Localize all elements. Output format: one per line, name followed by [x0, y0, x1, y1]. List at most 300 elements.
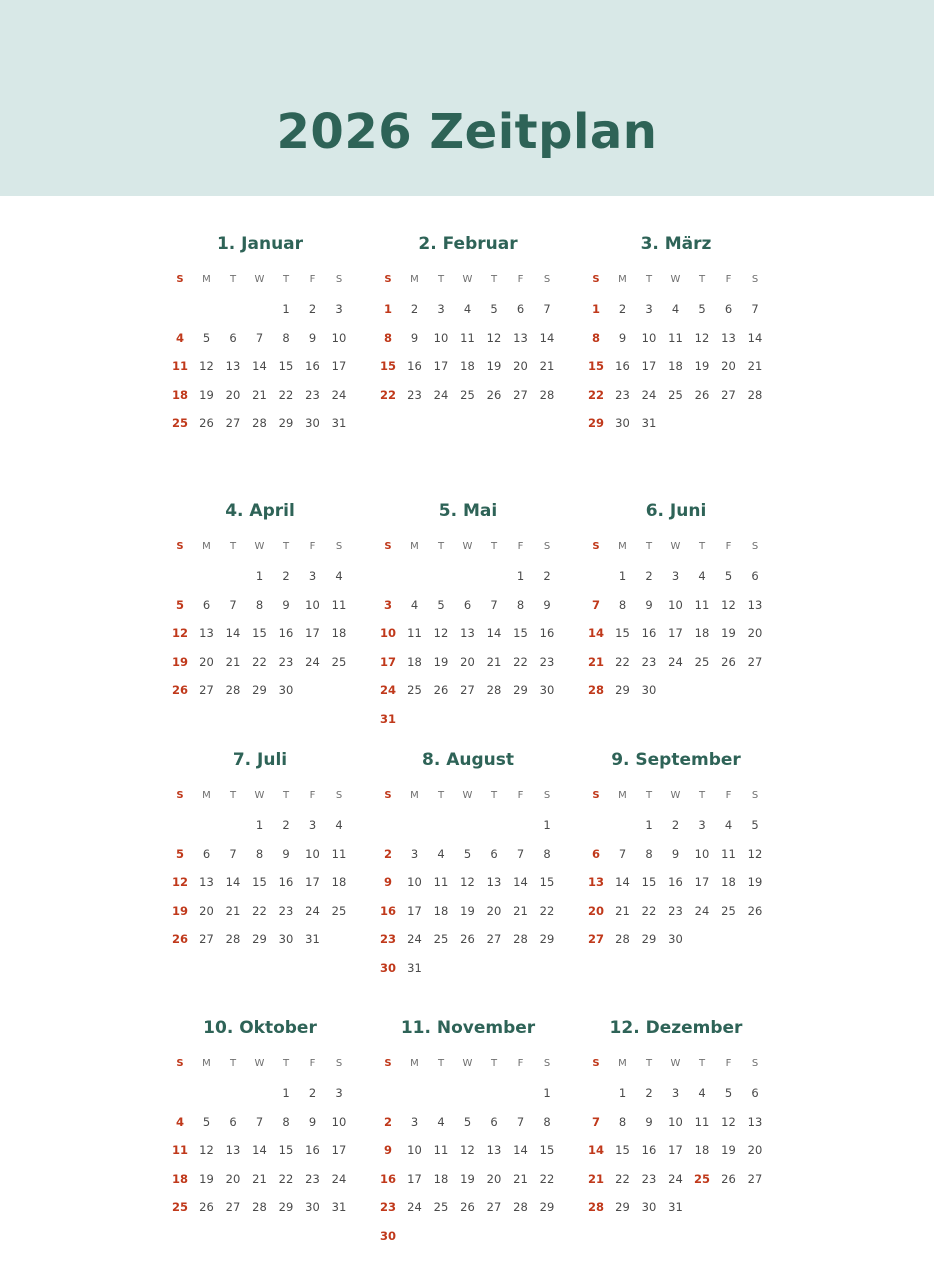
- day-cell: 13: [225, 1143, 241, 1157]
- day-cell: 28: [539, 387, 555, 402]
- day-cell: 7: [618, 846, 627, 861]
- weekday-header: M: [202, 274, 211, 285]
- day-cell: 10: [331, 330, 347, 345]
- day-cell: 3: [671, 1086, 680, 1100]
- day-cell: 1: [543, 818, 551, 832]
- day-cell: 17: [407, 903, 422, 918]
- weekday-header: M: [410, 274, 419, 285]
- day-cell: 12: [460, 875, 475, 889]
- day-cell: 29: [641, 932, 657, 946]
- day-cell: 3: [645, 302, 653, 316]
- day-cell: 3: [383, 597, 392, 612]
- day-cell: 6: [229, 1114, 237, 1129]
- day-cell: 30: [641, 1200, 657, 1214]
- day-cell: 26: [694, 387, 710, 402]
- day-cell: 14: [252, 1143, 267, 1157]
- day-cell: 17: [407, 1171, 422, 1186]
- day-cell: 7: [255, 1114, 264, 1129]
- day-cell: 9: [671, 846, 680, 861]
- day-cell: 2: [618, 302, 627, 316]
- day-cell: 5: [437, 597, 445, 612]
- day-cell: 30: [305, 1200, 320, 1214]
- day-cell: 7: [543, 302, 551, 316]
- day-cell: 22: [278, 1171, 294, 1186]
- day-cell: 29: [252, 932, 267, 946]
- day-cell: 19: [199, 1171, 214, 1186]
- day-cell: 13: [199, 626, 214, 640]
- day-cell: 13: [199, 875, 214, 889]
- day-cell: 18: [407, 654, 422, 669]
- day-cell: 26: [721, 1171, 736, 1186]
- day-cell: 20: [486, 1171, 502, 1186]
- day-cell: 27: [513, 387, 528, 402]
- day-cell: 9: [383, 875, 392, 889]
- day-cell: 2: [671, 818, 680, 832]
- weekday-header: T: [282, 274, 290, 285]
- weekday-header: S: [751, 1058, 759, 1069]
- weekday-header: S: [751, 274, 759, 285]
- day-cell: 21: [486, 654, 502, 669]
- day-cell: 16: [407, 359, 422, 373]
- day-cell: 24: [305, 654, 320, 669]
- day-cell: 7: [751, 302, 759, 316]
- day-cell: 2: [282, 818, 290, 832]
- weekday-header: W: [462, 274, 473, 285]
- weekday-header: S: [384, 790, 392, 801]
- weekday-header: T: [490, 790, 498, 801]
- weekday-header: T: [437, 790, 445, 801]
- day-cell: 18: [668, 359, 683, 373]
- weekday-header: S: [543, 541, 551, 552]
- weekday-header: T: [490, 274, 498, 285]
- day-cell: 5: [724, 569, 733, 583]
- day-cell: 12: [433, 626, 449, 640]
- day-cell: 9: [308, 1114, 317, 1129]
- day-cell: 31: [379, 711, 396, 726]
- day-cell: 18: [171, 1171, 188, 1186]
- day-cell: 2: [645, 569, 653, 583]
- day-cell: 16: [668, 875, 683, 889]
- weekday-header: T: [229, 541, 237, 552]
- day-cell: 10: [433, 330, 449, 345]
- day-cell: 19: [460, 903, 475, 918]
- day-cell: 25: [668, 387, 683, 402]
- day-cell: 31: [407, 960, 422, 975]
- day-cell: 6: [516, 302, 525, 316]
- day-cell: 10: [305, 597, 320, 612]
- day-cell: 5: [724, 1086, 733, 1100]
- day-cell: 6: [202, 597, 211, 612]
- weekday-header: M: [618, 541, 627, 552]
- day-cell: 22: [641, 903, 657, 918]
- day-cell: 3: [308, 569, 317, 583]
- day-cell: 10: [379, 626, 396, 640]
- day-cell: 10: [668, 1114, 683, 1129]
- day-cell: 14: [486, 626, 502, 640]
- day-cell: 8: [255, 597, 264, 612]
- day-cell: 8: [255, 846, 264, 861]
- day-cell: 21: [513, 1171, 528, 1186]
- weekday-header: M: [202, 1058, 211, 1069]
- weekday-header: W: [254, 541, 265, 552]
- day-cell: 18: [694, 1143, 710, 1157]
- day-cell: 5: [751, 818, 759, 832]
- weekday-header: T: [490, 541, 498, 552]
- day-cell: 24: [407, 1200, 422, 1214]
- day-cell: 12: [199, 359, 214, 373]
- day-cell: 23: [305, 1171, 320, 1186]
- weekday-header: W: [670, 1058, 681, 1069]
- day-cell: 24: [668, 654, 683, 669]
- day-cell: 20: [721, 359, 736, 373]
- weekday-header: F: [309, 1058, 316, 1069]
- day-cell: 9: [282, 597, 290, 612]
- day-cell: 12: [747, 846, 763, 861]
- day-cell: 28: [513, 1200, 528, 1214]
- weekday-header: S: [176, 1058, 184, 1069]
- day-cell: 11: [331, 846, 347, 861]
- day-cell: 26: [747, 903, 763, 918]
- day-cell: 7: [591, 597, 600, 612]
- day-cell: 25: [331, 903, 347, 918]
- weekday-header: W: [670, 274, 681, 285]
- day-cell: 6: [490, 1114, 498, 1129]
- day-cell: 12: [199, 1143, 214, 1157]
- day-cell: 12: [486, 330, 502, 345]
- day-cell: 10: [694, 846, 710, 861]
- day-cell: 4: [335, 569, 343, 583]
- day-cell: 29: [278, 1200, 294, 1214]
- day-cell: 1: [618, 569, 627, 583]
- day-cell: 29: [539, 932, 555, 946]
- day-cell: 6: [751, 569, 759, 583]
- day-cell: 12: [721, 597, 736, 612]
- month-title: 6. Juni: [645, 501, 707, 521]
- weekday-header: T: [645, 790, 653, 801]
- day-cell: 2: [645, 1086, 653, 1100]
- day-cell: 22: [539, 1171, 555, 1186]
- day-cell: 4: [175, 1114, 184, 1129]
- day-cell: 3: [308, 818, 317, 832]
- day-cell: 16: [539, 626, 555, 640]
- day-cell: 14: [513, 1143, 528, 1157]
- day-cell: 23: [641, 654, 657, 669]
- day-cell: 14: [225, 626, 241, 640]
- weekday-header: T: [282, 541, 290, 552]
- day-cell: 15: [252, 875, 267, 889]
- weekday-header: T: [229, 1058, 237, 1069]
- day-cell: 27: [225, 1200, 241, 1214]
- day-cell: 25: [407, 683, 422, 697]
- day-cell: 13: [747, 597, 763, 612]
- weekday-header: T: [437, 541, 445, 552]
- weekday-header: S: [176, 541, 184, 552]
- month-title: 9. September: [611, 750, 741, 770]
- day-cell: 19: [199, 387, 214, 402]
- day-cell: 11: [460, 330, 475, 345]
- day-cell: 17: [668, 1143, 683, 1157]
- weekday-header: T: [698, 790, 706, 801]
- weekday-header: F: [725, 790, 732, 801]
- day-cell: 2: [383, 846, 392, 861]
- day-cell: 5: [202, 330, 211, 345]
- weekday-header: T: [698, 274, 706, 285]
- day-cell: 23: [379, 1200, 396, 1214]
- day-cell: 16: [641, 626, 657, 640]
- day-cell: 20: [747, 1143, 763, 1157]
- day-cell: 2: [543, 569, 551, 583]
- day-cell: 5: [175, 846, 184, 861]
- day-cell: 2: [282, 569, 290, 583]
- weekday-header: S: [335, 541, 343, 552]
- day-cell: 24: [694, 903, 710, 918]
- day-cell: 27: [486, 932, 502, 946]
- day-cell: 23: [379, 932, 396, 946]
- weekday-header: F: [309, 790, 316, 801]
- weekday-header: F: [725, 1058, 732, 1069]
- day-cell: 1: [282, 302, 290, 316]
- day-cell: 24: [305, 903, 320, 918]
- day-cell: 31: [331, 1200, 347, 1214]
- day-cell: 29: [615, 683, 630, 697]
- weekday-header: T: [490, 1058, 498, 1069]
- weekday-header: S: [335, 790, 343, 801]
- day-cell: 9: [410, 330, 419, 345]
- weekday-header: W: [462, 541, 473, 552]
- day-cell: 2: [308, 302, 317, 316]
- day-cell: 17: [305, 875, 320, 889]
- day-cell: 23: [641, 1171, 657, 1186]
- weekday-header: S: [592, 541, 600, 552]
- day-cell: 3: [698, 818, 706, 832]
- day-cell: 18: [433, 903, 449, 918]
- day-cell: 6: [724, 302, 733, 316]
- weekday-header: W: [462, 790, 473, 801]
- day-cell: 9: [308, 330, 317, 345]
- day-cell: 10: [668, 597, 683, 612]
- day-cell: 20: [747, 626, 763, 640]
- day-cell: 3: [335, 1086, 343, 1100]
- day-cell: 25: [433, 1200, 449, 1214]
- day-cell: 21: [615, 903, 630, 918]
- day-cell: 23: [278, 903, 294, 918]
- day-cell: 22: [539, 903, 555, 918]
- day-cell: 22: [587, 387, 604, 402]
- day-cell: 13: [486, 875, 502, 889]
- day-cell: 15: [379, 359, 396, 373]
- day-cell: 17: [433, 359, 449, 373]
- day-cell: 22: [379, 387, 396, 402]
- weekday-header: W: [670, 541, 681, 552]
- day-cell: 4: [698, 1086, 706, 1100]
- day-cell: 7: [229, 846, 237, 861]
- weekday-header: M: [202, 790, 211, 801]
- weekday-header: T: [645, 541, 653, 552]
- day-cell: 10: [641, 330, 657, 345]
- month-title: 5. Mai: [438, 501, 498, 521]
- day-cell: 31: [641, 416, 657, 430]
- weekday-header: M: [618, 790, 627, 801]
- weekday-header: F: [517, 541, 524, 552]
- day-cell: 18: [721, 875, 736, 889]
- day-cell: 17: [379, 654, 396, 669]
- weekday-header: S: [384, 541, 392, 552]
- day-cell: 3: [410, 1114, 419, 1129]
- day-cell: 7: [591, 1114, 600, 1129]
- day-cell: 3: [437, 302, 445, 316]
- day-cell: 7: [255, 330, 264, 345]
- day-cell: 28: [587, 1200, 604, 1214]
- weekday-header: W: [462, 1058, 473, 1069]
- day-cell: 27: [747, 1171, 763, 1186]
- day-cell: 24: [331, 1171, 347, 1186]
- day-cell: 15: [513, 626, 528, 640]
- weekday-header: T: [229, 274, 237, 285]
- day-cell: 12: [171, 626, 188, 640]
- day-cell: 19: [433, 654, 449, 669]
- day-cell: 5: [202, 1114, 211, 1129]
- weekday-header: T: [282, 1058, 290, 1069]
- day-cell: 21: [747, 359, 763, 373]
- day-cell: 13: [747, 1114, 763, 1129]
- day-cell: 19: [694, 359, 710, 373]
- day-cell: 19: [747, 875, 763, 889]
- day-cell: 6: [229, 330, 237, 345]
- day-cell: 29: [615, 1200, 630, 1214]
- day-cell: 11: [331, 597, 347, 612]
- weekday-header: S: [543, 790, 551, 801]
- day-cell: 5: [698, 302, 706, 316]
- weekday-header: F: [309, 274, 316, 285]
- day-cell: 27: [225, 416, 241, 430]
- day-cell: 12: [171, 875, 188, 889]
- day-cell: 26: [199, 416, 214, 430]
- day-cell: 8: [618, 1114, 627, 1129]
- day-cell: 21: [225, 654, 241, 669]
- day-cell: 28: [252, 1200, 267, 1214]
- day-cell: 22: [252, 903, 267, 918]
- day-cell: 21: [252, 1171, 267, 1186]
- day-cell: 20: [486, 903, 502, 918]
- weekday-header: T: [437, 274, 445, 285]
- day-cell: 31: [668, 1200, 683, 1214]
- day-cell: 4: [698, 569, 706, 583]
- day-cell: 15: [587, 359, 604, 373]
- day-cell: 11: [694, 597, 710, 612]
- day-cell: 7: [516, 846, 525, 861]
- day-cell: 23: [539, 654, 555, 669]
- day-cell: 10: [305, 846, 320, 861]
- day-cell: 20: [225, 1171, 241, 1186]
- day-cell: 1: [645, 818, 653, 832]
- day-cell: 5: [175, 597, 184, 612]
- day-cell: 1: [543, 1086, 551, 1100]
- day-cell: 30: [379, 1228, 396, 1243]
- weekday-header: W: [670, 790, 681, 801]
- day-cell: 12: [721, 1114, 736, 1129]
- day-cell: 4: [437, 1114, 445, 1129]
- day-cell: 24: [641, 387, 657, 402]
- month-title: 8. August: [422, 750, 514, 770]
- weekday-header: M: [410, 1058, 419, 1069]
- day-cell: 21: [513, 903, 528, 918]
- day-cell: 11: [171, 1143, 188, 1157]
- day-cell: 19: [460, 1171, 475, 1186]
- day-cell: 12: [460, 1143, 475, 1157]
- day-cell: 23: [668, 903, 683, 918]
- day-cell: 30: [278, 683, 294, 697]
- day-cell: 8: [618, 597, 627, 612]
- weekday-header: W: [254, 790, 265, 801]
- day-cell: 11: [407, 626, 422, 640]
- day-cell: 21: [587, 654, 604, 669]
- day-cell: 7: [490, 597, 498, 612]
- day-cell: 3: [410, 846, 419, 861]
- day-cell: 16: [641, 1143, 657, 1157]
- day-cell: 26: [460, 1200, 475, 1214]
- day-cell: 14: [252, 359, 267, 373]
- day-cell: 26: [171, 932, 188, 946]
- day-cell: 25: [171, 1200, 188, 1214]
- weekday-header: W: [254, 274, 265, 285]
- day-cell: 14: [539, 330, 555, 345]
- day-cell: 2: [383, 1114, 392, 1129]
- weekday-header: T: [698, 1058, 706, 1069]
- weekday-header: S: [592, 790, 600, 801]
- day-cell: 31: [305, 932, 320, 946]
- weekday-header: M: [618, 1058, 627, 1069]
- day-cell: 13: [721, 330, 736, 345]
- day-cell: 19: [721, 1143, 736, 1157]
- weekday-header: W: [254, 1058, 265, 1069]
- day-cell: 8: [543, 846, 551, 861]
- day-cell: 25: [171, 416, 188, 430]
- day-cell: 25: [433, 932, 449, 946]
- day-cell: 30: [668, 932, 683, 946]
- day-cell: 25: [694, 654, 710, 669]
- day-cell: 22: [615, 1171, 630, 1186]
- day-cell: 8: [516, 597, 525, 612]
- day-cell: 4: [671, 302, 680, 316]
- day-cell: 16: [379, 903, 396, 918]
- day-cell: 16: [305, 1143, 320, 1157]
- day-cell: 22: [278, 387, 294, 402]
- day-cell: 18: [460, 359, 475, 373]
- day-cell: 26: [433, 683, 449, 697]
- month-title: 2. Februar: [418, 234, 518, 254]
- weekday-header: S: [592, 1058, 600, 1069]
- day-cell: 8: [543, 1114, 551, 1129]
- day-cell: 28: [225, 932, 241, 946]
- day-cell: 7: [516, 1114, 525, 1129]
- day-cell: 11: [433, 1143, 449, 1157]
- day-cell: 28: [615, 932, 630, 946]
- day-cell: 23: [407, 387, 422, 402]
- month-title: 3. März: [640, 234, 712, 254]
- weekday-header: M: [202, 541, 211, 552]
- day-cell: 4: [437, 846, 445, 861]
- weekday-header: S: [751, 790, 759, 801]
- day-cell: 19: [721, 626, 736, 640]
- day-cell: 1: [255, 818, 264, 832]
- day-cell: 18: [433, 1171, 449, 1186]
- day-cell: 18: [694, 626, 710, 640]
- day-cell: 8: [591, 330, 600, 345]
- day-cell: 14: [587, 626, 604, 640]
- day-cell: 19: [171, 654, 188, 669]
- day-cell: 9: [645, 1114, 653, 1129]
- weekday-header: T: [229, 790, 237, 801]
